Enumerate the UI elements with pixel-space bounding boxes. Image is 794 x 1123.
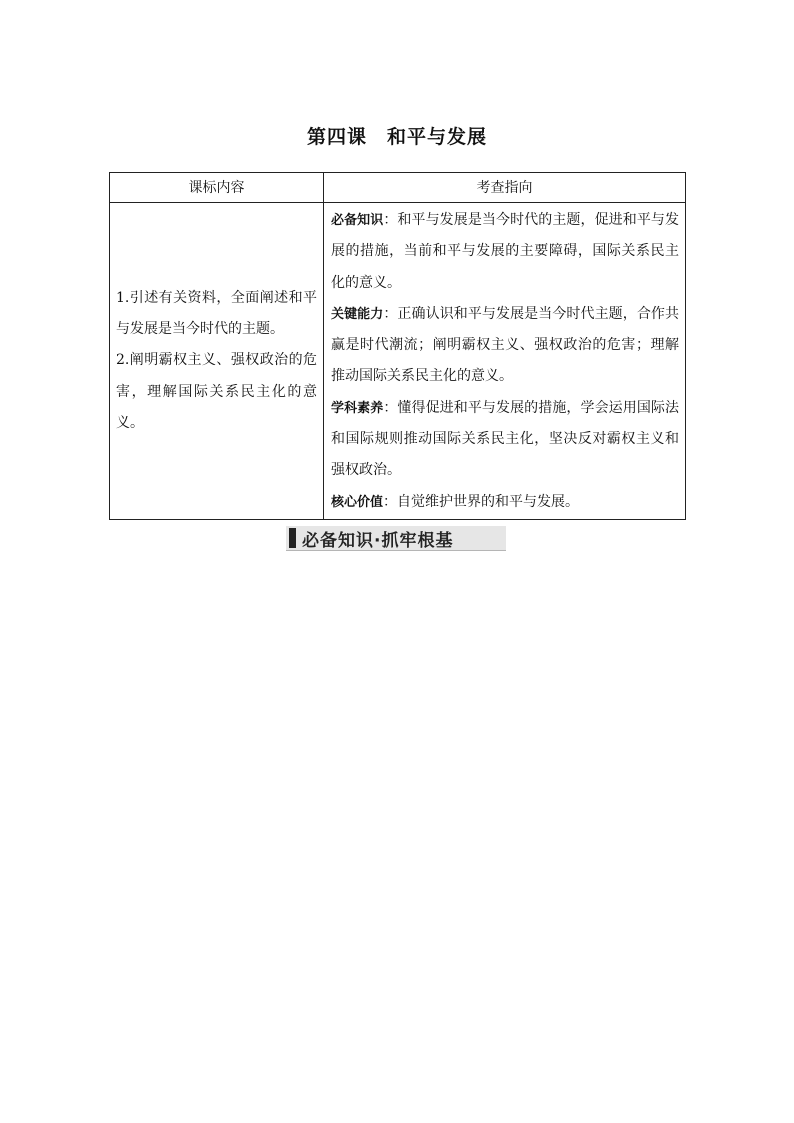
page-title: 第四课 和平与发展 xyxy=(306,126,487,148)
content-standards-cell xyxy=(110,203,324,520)
guide-label-values: 核心价值 xyxy=(331,494,384,510)
table-row xyxy=(110,203,686,520)
header-exam-guide: 考查指向 xyxy=(324,173,686,203)
exam-guide-cell xyxy=(324,203,686,520)
content-item-1: 1.引述有关资料，全面阐述和平与发展是当今时代的主题。 xyxy=(116,289,317,338)
guide-item-ability xyxy=(331,299,679,393)
banner-title: 必备知识·抓牢根基 xyxy=(302,530,454,551)
guide-text-ability: ：正确认识和平与发展是当今时代主题，合作共赢是时代潮流；阐明霸权主义、强权政治的危害；理解推动国际关系民主化的意义。 xyxy=(331,305,679,385)
guide-text-knowledge: ：和平与发展是当今时代的主题，促进和平与发展的措施，当前和平与发展的主要障碍，国际关系民主化的意义。 xyxy=(331,212,679,291)
section-banner xyxy=(286,526,506,551)
guide-label-literacy: 学科素养 xyxy=(331,400,384,416)
guide-item-values xyxy=(331,487,679,518)
header-content-standards: 课标内容 xyxy=(110,173,324,203)
content-item-2: 2.阐明霸权主义、强权政治的危害，理解国际关系民主化的意义。 xyxy=(116,352,317,431)
guide-item-literacy xyxy=(331,393,679,487)
guide-label-knowledge: 必备知识 xyxy=(331,213,384,228)
guide-text-literacy: ：懂得促进和平与发展的措施，学会运用国际法和国际规则推动国际关系民主化，坚决反对霸权主义和强权政治。 xyxy=(331,399,679,479)
guide-text-values: ：自觉维护世界的和平与发展。 xyxy=(383,493,580,510)
table-header-row xyxy=(110,173,686,203)
banner-bar-icon xyxy=(289,528,296,548)
guide-item-knowledge xyxy=(331,205,679,299)
guide-label-ability: 关键能力 xyxy=(331,306,384,322)
curriculum-table xyxy=(109,172,686,520)
